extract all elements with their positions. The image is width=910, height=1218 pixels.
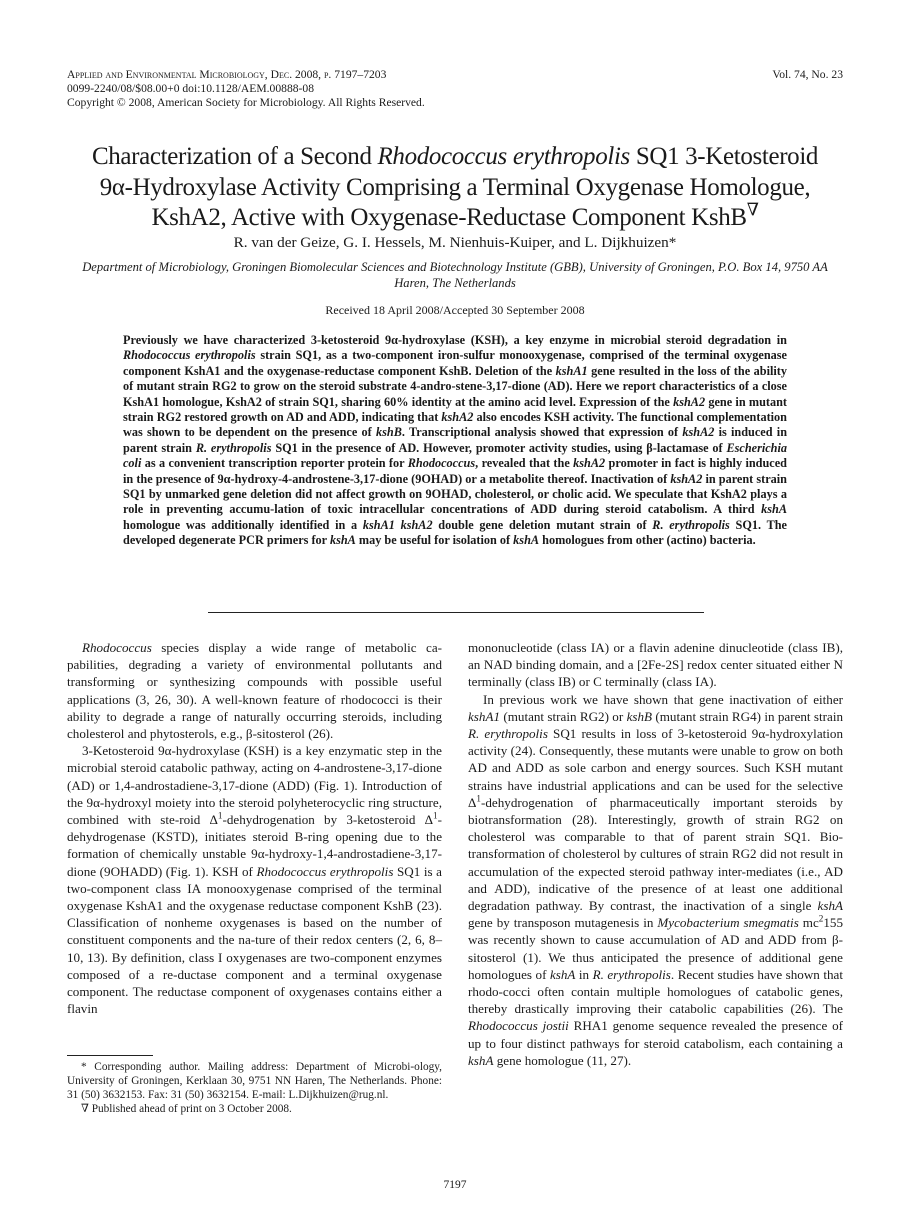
doi-line: 0099-2240/08/$08.00+0 doi:10.1128/AEM.00888-08 [67,82,314,95]
page-number: 7197 [443,1179,467,1191]
title-mark: ∇ [746,199,759,220]
footnotes [67,1060,442,1116]
title-species: Rhodococcus erythropolis [377,143,630,170]
paragraph: In previous work we have shown that gene inactivation of either kshA1 (mutant strain RG2) or kshB (mutant strain RG4) in parent strain R. erythropolis SQ1 results in loss of 3-ketosteroid 9α-hydroxylation activity (24). Consequently, these mutants were unable to grow on both AD and ADD as sole carbon and energy sources. Such KSH mutant strains have industrial applications and can be used for the selective $\Delta^1$-dehydrogenation of pharmaceutically important steroids by biotransformation (28). Interestingly, growth of strain RG2 on cholesterol was comparable to that of parent strain SQ1. Bio-transformation of cholesterol by cultures of strain RG2 did not result in accumulation of the expected steroid pathway inter-mediates (i.e., AD and ADD), indicative of the presence of at least one additional degradation pathway. By contrast, the inactivation of a single kshA gene by transposon mutagenesis in Mycobacterium smegmatis $mc^2155$ was recently shown to cause accumulation of AD and ADD from β-sitosterol (1). We thus anticipated the presence of additional gene homologues of kshA in R. erythropolis. Recent studies have shown that rhodo-cocci often contain multiple homologues of catabolic genes, thereby drastically improving their catabolic capabilities (26). The Rhodococcus jostii RHA1 genome sequence revealed the presence of up to four distinct pathways for steroid catabolism, each containing a kshA gene homologue (11, 27). [468,691,844,1068]
received-dates: Received 18 April 2008/Accepted 30 September 2008 [325,303,585,317]
paragraph: Rhodococcus species display a wide range of metabolic ca-pabilities, degrading a variety of environmental pollutants and transforming or synthesizing compounds with possible useful applications (3, 26, 30). A well-known feature of rhodococci is their ability to degrade a range of naturally occurring steroids, including cholesterol and phytosterols, e.g., β-sitosterol (26). [67,640,442,742]
footnote-corresponding-author: * Corresponding author. Mailing address: Department of Microbi-ology, University of Groningen, Kerklaan 30, 9751 NN Haren, The Netherlands. Phone: 31 (50) 3632153. Fax: 31 (50) 3632154. E-mail: L.Dijkhuizen@rug.nl. [67,1061,442,1101]
title-line-3 [40,199,870,234]
title-line-1 [40,142,870,173]
volume-issue: Vol. 74, No. 23 [772,68,843,81]
journal-line: Applied and Environmental Microbiology, Dec. 2008, p. 7197–7203 [67,68,387,81]
footnote-divider [67,1055,153,1056]
title-part-1: Characterization of a Second [91,143,378,170]
title-line-3-text: KshA2, Active with Oxygenase-Reductase Component KshB [151,204,747,231]
affiliation: Department of Microbiology, Groningen Biomolecular Sciences and Biotechnology Institute (GBB), University of Groningen, P.O. Box 14, 9750 AA Haren, The Netherlands [82,260,828,290]
body-column-right [468,639,843,1069]
footnote-published-online: ∇ Published ahead of print on 3 October 2008. [81,1103,292,1115]
copyright-line: Copyright © 2008, American Society for Microbiology. All Rights Reserved. [67,96,425,109]
running-header-left [67,68,627,110]
article-title [40,142,870,234]
abstract-divider [208,612,704,613]
abstract: Previously we have characterized 3-ketosteroid 9α-hydroxylase (KSH), a key enzyme in microbial steroid degradation in Rhodococcus erythropolis strain SQ1, as a two-component iron-sulfur monooxygenase, comprised of the terminal oxygenase component KshA1 and the oxygenase-reductase component KshB. Deletion of the kshA1 gene resulted in the loss of the ability of mutant strain RG2 to grow on the steroid substrate 4-andro-stene-3,17-dione (AD). Here we report characteristics of a close KshA1 homologue, KshA2 of strain SQ1, sharing 60% identity at the amino acid level. Expression of the kshA2 gene in mutant strain RG2 restored growth on AD and ADD, indicating that kshA2 also encodes KSH activity. The functional complementation was shown to be dependent on the presence of kshB. Transcriptional analysis showed that expression of kshA2 is induced in parent strain R. erythropolis SQ1 in the presence of AD. However, promoter activity studies, using β-lactamase of Escherichia coli as a convenient transcription reporter protein for Rhodococcus, revealed that the kshA2 promoter in fact is highly induced in the presence of 9α-hydroxy-4-androstene-3,17-dione (9OHAD) or a metabolite thereof. Inactivation of kshA2 in parent strain SQ1 by unmarked gene deletion did not affect growth on 9OHAD, cholesterol, or cholic acid. We speculate that KshA2 plays a role in preventing accumu-lation of toxic intracellular concentrations of ADD during steroid catabolism. A third kshA homologue was additionally identified in a kshA1 kshA2 double gene deletion mutant strain of R. erythropolis SQ1. The developed degenerate PCR primers for kshA may be useful for isolation of kshA homologues from other (actino) bacteria. [123,333,788,548]
paragraph: mononucleotide (class IA) or a flavin adenine dinucleotide (class IB), an NAD binding domain, and a [2Fe-2S] redox center situated either N terminally (class IB) or C terminally (class IA). [468,640,843,690]
title-part-2: SQ1 3-Ketosteroid [629,143,819,170]
title-line-2: 9α-Hydroxylase Activity Comprising a Terminal Oxygenase Homologue, [99,173,811,201]
author-list: R. van der Geize, G. I. Hessels, M. Nienhuis-Kuiper, and L. Dijkhuizen* [233,234,677,251]
body-column-left [67,639,442,1017]
paragraph: 3-Ketosteroid 9α-hydroxylase (KSH) is a key enzymatic step in the microbial steroid catabolic pathway, acting on 4-androstene-3,17-dione (AD) or 1,4-androstadiene-3,17-dione (ADD) (Fig. 1). Introduction of the 9α-hydroxyl moiety into the steroid polyheterocyclic ring structure, combined with ste-roid $\Delta^1$-dehydrogenation by 3-ketosteroid $\Delta^1$-dehydrogenase (KSTD), initiates steroid B-ring opening due to the formation of chemically unstable 9α-hydroxy-1,4-androstadiene-3,17-dione (9OHADD) (Fig. 1). KSH of Rhodococcus erythropolis SQ1 is a two-component class IA monooxygenase comprised of the terminal oxygenase KshA1 and the oxygenase reductase component KshB (23). Classification of nonheme oxygenases is based on the number of constituent components and the na-ture of their redox centers (2, 6, 8–10, 13). By definition, class I oxygenases are two-component enzymes composed of a re-ductase component and a terminal oxygenase component. The reductase component of oxygenases contains either a flavin [67,743,442,1017]
